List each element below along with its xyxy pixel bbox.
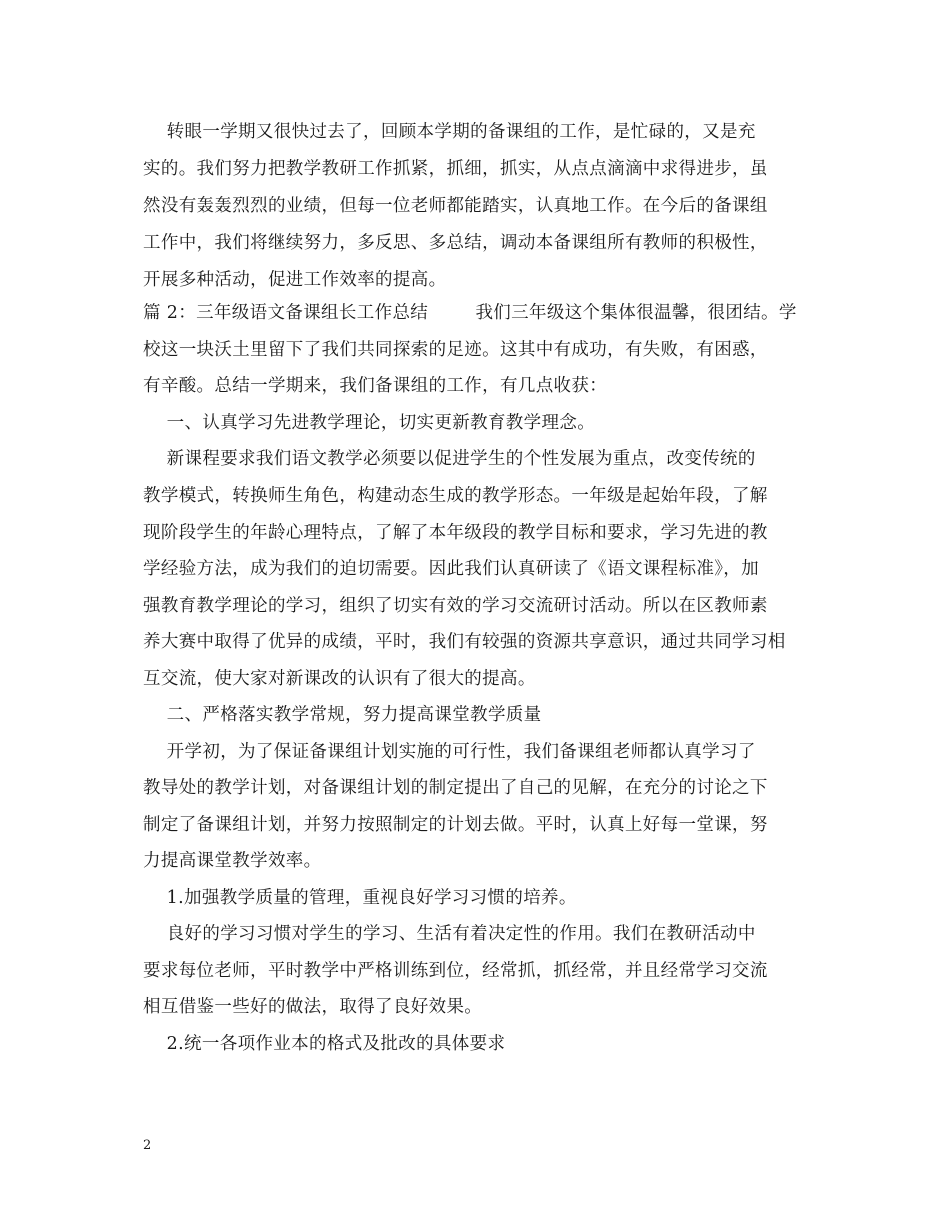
text-line: 2.统一各项作业本的格式及批改的具体要求 — [143, 1034, 506, 1054]
text-line: 新课程要求我们语文教学必须要以促进学生的个性发展为重点，改变传统的 — [143, 449, 756, 469]
text-line: 开展多种活动，促进工作效率的提高。 — [143, 270, 447, 290]
text-line: 教导处的教学计划，对备课组计划的制定提出了自己的见解，在充分的讨论之下 — [143, 778, 768, 798]
text-line: 制定了备课组计划，并努力按照制定的计划去做。平时，认真上好每一堂课，努 — [143, 815, 768, 835]
text-line: 一、认真学习先进教学理论，切实更新教育教学理念。 — [143, 413, 596, 433]
text-line: 力提高课堂教学效率。 — [143, 851, 322, 871]
text-line: 要求每位老师，平时教学中严格训练到位，经常抓，抓经常，并且经常学习交流 — [143, 961, 768, 981]
text-line: 二、严格落实教学常规，努力提高课堂教学质量 — [143, 705, 542, 725]
text-line: 工作中，我们将继续努力，多反思、多总结，调动本备课组所有教师的积极性， — [143, 233, 768, 253]
text-line: 开学初，为了保证备课组计划实施的可行性，我们备课组老师都认真学习了 — [143, 742, 756, 762]
text-line: 1.加强教学质量的管理，重视良好学习习惯的培养。 — [143, 888, 577, 908]
text-line: 实的。我们努力把教学教研工作抓紧，抓细，抓实，从点点滴滴中求得进步，虽 — [143, 159, 768, 179]
text-line: 转眼一学期又很快过去了，回顾本学期的备课组的工作，是忙碌的，又是充 — [143, 122, 756, 142]
text-line: 良好的学习习惯对学生的学习、生活有着决定性的作用。我们在教研活动中 — [143, 924, 756, 944]
text-line: 教学模式，转换师生角色，构建动态生成的教学形态。一年级是起始年段，了解 — [143, 486, 768, 506]
text-line: 养大赛中取得了优异的成绩，平时，我们有较强的资源共享意识，通过共同学习相 — [143, 632, 786, 652]
text-line: 校这一块沃土里留下了我们共同探索的足迹。这其中有成功，有失败，有困惑， — [143, 340, 768, 360]
text-line: 然没有轰轰烈烈的业绩，但每一位老师都能踏实，认真地工作。在今后的备课组 — [143, 196, 768, 216]
text-line: 现阶段学生的年龄心理特点，了解了本年级段的教学目标和要求，学习先进的教 — [143, 523, 768, 543]
text-line: 相互借鉴一些好的做法，取得了良好效果。 — [143, 997, 483, 1017]
text-line: 学经验方法，成为我们的迫切需要。因此我们认真研读了《语文课程标准》，加 — [143, 559, 759, 579]
text-line: 强教育教学理论的学习，组织了切实有效的学习交流研讨活动。所以在区教师素 — [143, 596, 768, 616]
text-line: 互交流，使大家对新课改的认识有了很大的提高。 — [143, 669, 536, 689]
text-line: 篇 2：三年级语文备课组长工作总结 我们三年级这个集体很温馨，很团结。学 — [143, 303, 797, 323]
page-number: 2 — [143, 1138, 152, 1153]
text-line: 有辛酸。总结一学期来，我们备课组的工作，有几点收获： — [143, 376, 608, 396]
